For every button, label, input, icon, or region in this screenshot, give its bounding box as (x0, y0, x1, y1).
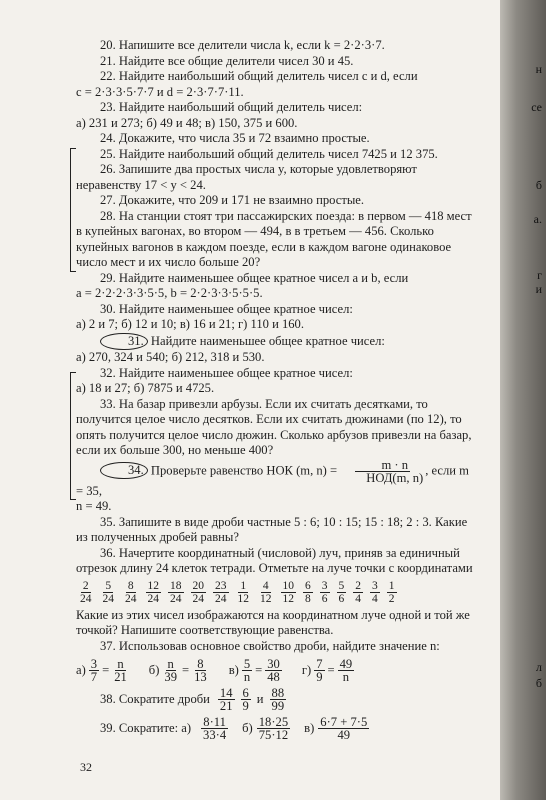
fractions-38 (218, 687, 286, 712)
edge-letter: се (531, 100, 542, 114)
problem-21: 21. Найдите все общие делители чисел 30 и 45. (100, 53, 354, 68)
fraction-numerator: 3 (321, 579, 328, 592)
fraction-numerator: 8 (127, 579, 134, 592)
fraction-denominator: 24 (102, 592, 114, 605)
item-label: б) (242, 720, 253, 735)
problem-36-question: Какие из этих чисел изображаются на координатном луче одной и той же точкой? Напишите соответствующие равенства. (76, 607, 470, 637)
coordinate-fraction (191, 580, 207, 605)
coordinate-fraction (281, 580, 297, 605)
coordinate-fraction (101, 580, 117, 605)
fraction (257, 716, 290, 741)
problem-30: 30. Найдите наименьшее общее кратное чисел: (100, 301, 353, 316)
circled-number: 31. (100, 333, 148, 351)
fraction-numerator: 1 (388, 579, 395, 592)
fraction (218, 687, 235, 712)
coordinate-fraction (168, 580, 184, 605)
problem-39-text: 39. Сократите: а) (100, 720, 192, 735)
page-number: 32 (80, 760, 92, 774)
problem-32: 32. Найдите наименьшее общее кратное чисел: (100, 365, 353, 380)
fraction (314, 658, 324, 683)
equation-label: г) (301, 662, 312, 677)
fraction-numerator: 20 (192, 579, 204, 592)
coordinate-fraction (236, 580, 252, 605)
fraction-denominator: 24 (192, 592, 204, 605)
fraction (112, 658, 129, 683)
equation (229, 658, 282, 683)
fraction (192, 658, 209, 683)
fraction (338, 658, 355, 683)
simplify-item (242, 716, 290, 741)
problem-30-items: а) 2 и 7; б) 12 и 10; в) 16 и 21; г) 110 и 160. (76, 317, 304, 331)
fraction (265, 658, 282, 683)
fraction-denominator: 48 (267, 670, 280, 684)
problem-26: 26. Запишите два простых числа y, которые удовлетворяют неравенству 17 < y < 24. (76, 162, 417, 192)
coordinate-fraction (258, 580, 274, 605)
fraction-denominator: 4 (372, 592, 378, 605)
fraction-denominator: 2 (388, 592, 395, 605)
fraction-denominator: 39 (164, 670, 177, 684)
edge-letter: г (537, 268, 542, 282)
equations-37 (76, 658, 478, 683)
fraction-numerator: 18·25 (258, 715, 289, 729)
problem-33: 33. На базар привезли арбузы. Если их считать десятками, то получится целое число десятков. Если их считать дюжинами (по 12), то опять получится целое число дюжин. Сколько арбузов привезли на базар, если их больше 300, но меньше 400? (76, 396, 472, 457)
fraction-numerator: 5 (338, 579, 345, 592)
problem-29: 29. Найдите наименьшее общее кратное чисел a и b, если (100, 270, 409, 285)
problem-35: 35. Запишите в виде дроби частные 5 : 6; 10 : 15; 15 : 18; 2 : 3. Какие из полученных дробей равны? (76, 514, 468, 544)
coordinate-fraction (146, 580, 162, 605)
problem-37: 37. Использовав основное свойство дроби, найдите значение n: (100, 638, 440, 653)
fraction-numerator: 18 (170, 579, 182, 592)
problem-20: 20. Напишите все делители числа k, если k = 2·2·3·7. (100, 38, 385, 52)
problem-22-numbers: c = 2·3·3·5·7·7 и d = 2·3·7·7·11. (76, 84, 244, 99)
coordinate-fraction (123, 580, 139, 605)
problem-24: 24. Докажите, что числа 35 и 72 взаимно простые. (100, 131, 370, 145)
fraction (241, 687, 251, 712)
equals-sign: = (102, 662, 110, 677)
coordinate-fraction (370, 580, 380, 605)
fraction (201, 716, 228, 741)
coordinate-fraction (353, 580, 363, 605)
fraction-numerator: 88 (271, 686, 285, 700)
problem-34 (76, 459, 478, 500)
fraction-denominator: 24 (125, 592, 137, 605)
fraction (318, 716, 369, 741)
equation-label: а) (76, 662, 86, 677)
edge-letter: а. (533, 212, 542, 226)
problem-28: 28. На станции стоят три пассажирских поезда: в первом — 418 мест в купейных вагонах, во втором — 494, в в третьем — 456. Сколько купейных вагонов в каждом поезде, если в каждом вагоне одинаковое число мест и их число больше 20? (76, 208, 472, 269)
problem-27: 27. Докажите, что 209 и 171 не взаимно простые. (100, 193, 365, 207)
fraction-numerator: 10 (282, 579, 294, 592)
fraction-denominator: 9 (242, 699, 249, 713)
problem-23: 23. Найдите наибольший общий делитель чисел: (100, 100, 363, 114)
equation-label: в) (228, 662, 239, 677)
coordinate-fraction (213, 580, 229, 605)
edge-letter: н (535, 62, 542, 76)
conjunction: и (256, 691, 264, 706)
fraction-denominator: 12 (260, 592, 272, 605)
fraction-numerator: 14 (219, 686, 233, 700)
fraction-denominator: 33·4 (203, 728, 227, 742)
fraction-denominator: 12 (282, 592, 294, 605)
equals-sign: = (255, 662, 263, 677)
fractions-39 (201, 716, 369, 741)
fraction-denominator: 12 (237, 592, 249, 605)
problem-22: 22. Найдите наибольший общий делитель чисел c и d, если (100, 69, 418, 83)
fraction (242, 658, 252, 683)
fraction-numerator: 5 (243, 657, 251, 671)
fraction-numerator: 6 (242, 686, 249, 700)
fraction-denominator: 21 (114, 670, 127, 684)
equation-label: б) (148, 662, 160, 677)
equals-sign: = (182, 662, 190, 677)
equation (302, 658, 354, 683)
fraction-denominator: 24 (80, 592, 92, 605)
fraction (270, 687, 287, 712)
problem-23-items: а) 231 и 273; б) 49 и 48; в) 150, 375 и 600. (76, 115, 298, 130)
fraction-numerator: n (167, 657, 174, 671)
fraction-denominator: 9 (316, 670, 323, 684)
edge-letter: б (535, 178, 542, 192)
fraction-numerator: 7 (316, 657, 323, 671)
fraction-numerator: m · n (355, 459, 410, 472)
coordinate-fractions (78, 580, 478, 605)
fraction-numerator: 2 (82, 579, 89, 592)
problem-31-items: а) 270, 324 и 540; б) 212, 318 и 530. (76, 350, 265, 364)
fraction-numerator: 3 (90, 657, 98, 671)
fraction-numerator: 49 (339, 657, 353, 671)
fraction-numerator: 30 (267, 657, 280, 671)
fraction-numerator: 4 (262, 579, 269, 592)
fraction-numerator: 3 (372, 579, 378, 592)
problem-38 (76, 687, 478, 712)
fraction-numerator: 2 (355, 579, 361, 592)
fraction (89, 658, 99, 683)
edge-letter: и (535, 282, 542, 296)
problem-31 (76, 333, 478, 351)
coordinate-fraction (303, 580, 313, 605)
fraction-numerator: 5 (105, 579, 112, 592)
fraction-numerator: 23 (215, 579, 227, 592)
simplify-item (304, 716, 369, 741)
item-label: в) (304, 720, 315, 735)
problem-34-tail: n = 49. (76, 499, 112, 513)
fraction-numerator: 1 (240, 579, 247, 592)
fraction-numerator: 6·7 + 7·5 (320, 715, 368, 729)
fraction-numerator: n (117, 657, 124, 671)
fraction-denominator: n (342, 670, 350, 684)
problem-31-text: Найдите наименьшее общее кратное чисел: (150, 333, 385, 348)
fraction-denominator: 99 (271, 699, 285, 713)
fraction-denominator: 13 (194, 670, 207, 684)
equation (76, 658, 129, 683)
problem-36: 36. Начертите координатный (числовой) луч, приняв за единичный отрезок длину 24 клеток тетради. Отметьте на луче точки с координатами (76, 545, 473, 575)
equation (149, 658, 209, 683)
fraction-numerator: 8 (197, 657, 204, 671)
fraction-denominator: 24 (215, 592, 227, 605)
edge-letter: б (535, 676, 542, 690)
problem-34-text: Проверьте равенство НОК (m, n) = (150, 462, 338, 477)
fraction-denominator: 8 (305, 592, 311, 605)
fraction-denominator: 6 (338, 592, 345, 605)
problem-38-text: 38. Сократите дроби (100, 691, 210, 706)
fraction-denominator: 6 (321, 592, 328, 605)
fraction-numerator: 12 (147, 579, 159, 592)
fraction-denominator: 4 (355, 592, 361, 605)
fraction-denominator: 24 (147, 592, 159, 605)
coordinate-fraction (320, 580, 330, 605)
problem-34-condition: , если m = 35, (76, 462, 469, 498)
fraction-denominator: 49 (337, 728, 351, 742)
fraction-denominator: 21 (219, 699, 233, 713)
fraction-denominator: 24 (170, 592, 182, 605)
fraction-numerator: 8·11 (203, 715, 226, 729)
problem-32-items: а) 18 и 27; б) 7875 и 4725. (76, 381, 215, 395)
circled-number: 34. (100, 462, 148, 480)
coordinate-fraction (337, 580, 347, 605)
simplify-item (201, 716, 228, 741)
fraction-numerator: 6 (305, 579, 311, 592)
problems-text (76, 38, 478, 745)
fraction-denominator: n (243, 670, 251, 684)
fraction-denominator: 75·12 (258, 728, 289, 742)
problem-29-numbers: a = 2·2·2·3·3·5·5, b = 2·2·3·3·5·5·5. (76, 286, 263, 300)
problem-25: 25. Найдите наибольший общий делитель чисел 7425 и 12 375. (100, 146, 438, 161)
fraction-denominator: 7 (90, 670, 98, 684)
fraction-denominator: НОД(m, n) (366, 470, 424, 485)
equals-sign: = (327, 662, 335, 677)
coordinate-fraction (387, 580, 397, 605)
edge-letter: л (536, 660, 542, 674)
lcm-fraction (340, 459, 425, 484)
coordinate-fraction (78, 580, 94, 605)
fraction (162, 658, 179, 683)
problem-39 (76, 716, 478, 741)
